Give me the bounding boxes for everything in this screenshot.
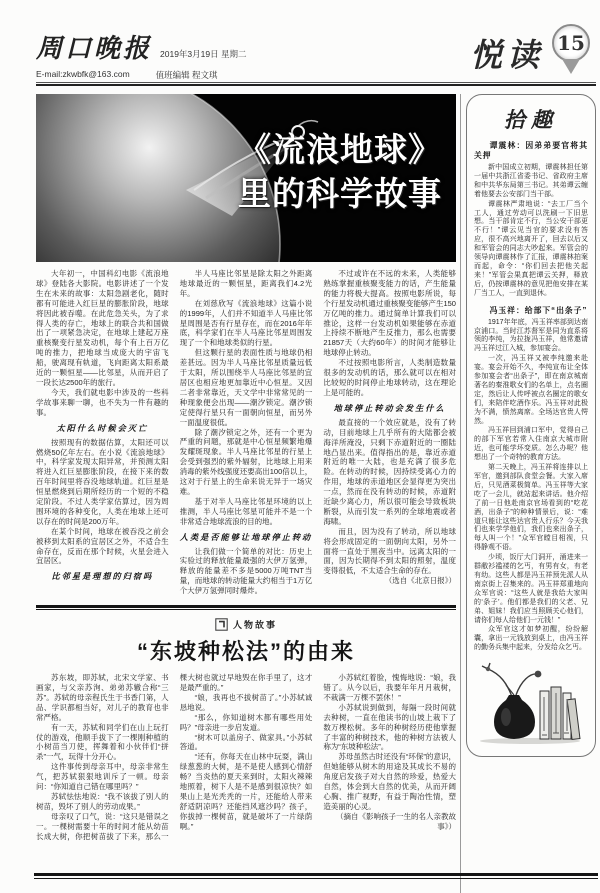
feature-paragraph: 苏母虽然古时还没有“环保”的意识，但她能够从树木的用途及其成长不易的角度启发孩子对大自然的珍爱，热爱大自然，体会到大自然的优美，从而开阔心胸、推广视野，有益于陶冶性情，塑造美丽的心灵。 [323,752,456,811]
feature-paragraph: 这件事传到母亲耳中，母亲非常生气，把苏轼狠狠地训斥了一顿。母亲问：“你知道自己错在哪里吗？” [36,762,169,792]
article-paragraph: 今天，我们就电影中涉及的一些科学故事来聊一聊，也不失为一件有趣的事。 [36,387,169,417]
sidebar-paragraph: 1917年年底，冯玉祥率部到达南京浦口。当时江苏督军是同为直系将领的李纯，为拉拢冯玉祥，他常邀请冯玉祥过江入城，参加宴会。 [474,318,588,353]
sidebar-story-headline: 冯玉祥：给部下“出条子” [489,305,588,315]
sidebar-paragraph: 一次，冯玉祥又被李纯邀来赴宴。宴会开始不久，李纯宣布让全体参加宴会者“出条子”，即在南京城南著名的秦淮歌女们的名单上，点名圈定，然后让人传呼被点名圈定的歌女们，来陪伴吃酒作乐。冯玉祥对此极为不满，愤然离席。全场达官贵人愕然。 [474,355,588,425]
sidebar-paragraph: 少顷，饭厅大门洞开，涌进来一群敝衫褴褛的乞丐，有男有女，有老有幼。这些人都是冯玉祥预先派人从南京街上召集来的。冯玉祥郑重地向众军官说：“这些人就是我给大家叫的‘条子’。他们都是我们的父老、兄弟、姐妹！我们应当照顾关心他们，请你们每人给他们一元钱！” [474,554,588,624]
main-column [36,94,456,842]
feature-paragraph: 有一天，苏轼和同学们在山上玩打仗的游戏，他顺手拔下了一棵刚种植的小树苗当刀使，挥舞着和小伙伴们“拼杀”一气，玩得十分开心。 [36,722,169,762]
issue-date: 2019年3月19日 星期二 [160,49,247,59]
sidebar-title: 拾趣 [504,107,558,132]
article-paragraph: 但这颗行星的表面性质与地球仍相差甚远。因为半人马座比邻星质量远低于太阳，所以围绕半人马座比邻星的宜居区也相应地更加靠近中心恒星。又因二者非常靠近，天文学中非常常见的一种现象便会出现——潮汐锁定。潮汐锁定使得行星只有一面朝向恒星，而另外一面温度很低。 [179,348,313,427]
feature-headline: “东坡种松法”的由来 [136,639,355,665]
article-body [36,269,456,596]
main-headline-line1: 《流浪地球》 [238,131,442,168]
sidebar-paragraph: 冯玉祥回到浦口军中，觉得自己的部下军官若常入住南京大城市附近，也可能学坏变质。怎么办呢？他想出了一个奇特的教育方法。 [474,427,588,462]
article-paragraph: 不过按照电影所言，人类制造数量很多的发动机的话，那么就可以在相对比较短的时间停止地球转动，这在理论上是可能的。 [323,358,456,397]
article-paragraph: 半人马座比邻星是除太阳之外距离地球最近的一颗恒星，距离我们4.2光年。 [179,269,313,298]
article-paragraph: 大年初一，中国科幻电影《流浪地球》登陆各大影院。电影讲述了一个发生在未来的故事：太阳急剧老化，随时都有可能进入红巨星的膨胀阶段，地球将因此被吞噬。在此危急关头，为了求得人类的存亡，地球上的联合共和国做出了一项紧急决定，在地球上建起万座重核聚变行星发动机，每个有上百万亿吨的推力，把地球当成庞大的宇宙飞船，驶离现有轨道，飞向距离太阳系最近的一颗恒星——比邻星，从而开启了一段长达2500年的旅行。 [36,269,169,387]
feature-paragraph: 小苏轼说到做到，每隔一段时间就去种树，一直在他读书的山坡上栽下了数万棵松树。多年的种树经历使他掌握了丰富的种树技术，他的种树方法被人称为“东坡种松法”。 [323,702,456,752]
vase-icon [494,695,535,739]
article-paragraph: 按照现有的数据估算，太阳还可以燃烧50亿年左右。在小说《流浪地球》中，科学家发现太阳异常，并预测太阳将进入红巨星膨胀阶段，在接下来的数百年时间里将吞没地球轨道。红巨星是恒星燃烧到后期所经历的一个短的不稳定阶段。不过人类学家估算过，因为周围环境的各种变化，人类在地球上还可以存在的时间是200万年。 [36,437,169,526]
section-rule [36,605,456,610]
feature-paragraph: 苏东坡，即苏轼，北宋文学家、书画家，与父亲苏洵、弟弟苏辙合称“三苏”。苏轼的母亲程氏生于书香门第，人品、学识都相当好，对儿子的教育也非常严格。 [36,673,169,722]
masthead-block [36,24,246,81]
article-subhead: 太阳什么时候会灭亡 [56,423,149,433]
article-paragraph: 基于对半人马座比邻星环境的以上推测，半人马座比邻星可能并不是一个非常适合地球流浪的目的地。 [179,496,313,526]
article-paragraph: 让我们做一个简单的对比：历史上实验过的释放能量最强的大伊万氢弹，释放的能量差不多是5000万吨TNT当量，而地球的转动能量大约相当于1万亿个大伊万氢弹同时爆炸。 [179,546,313,596]
duty-editor: 值班编辑 程文琪 [155,70,218,80]
article-subhead: 地球停止转动会发生什么 [333,403,446,413]
hero-image [36,94,456,262]
sidebar-box [466,94,596,757]
page-number: 15 [552,24,590,62]
sidebar-story-headline: 谭震林：因弟弟要官将其关押 [474,141,588,160]
main-headline-line2: 里的科学故事 [238,175,442,212]
sidebar-paragraph: 谭震林严肃地说：“去工厂当个工人，通过劳动可以洗刷一下旧思想。当干部肯定不行，当公安干部更不行！”谭云见当官的要求没有答应，很不高兴地离开了，回去以后又和军管会的同志大吵起来。军管会的领导向谭震林作了汇报，谭震林拍案而起，命令：“你们回去把他关起来！”军管会果真把谭云关押，释放后，仍按谭震林的意见把他安排在某厂当工人，一直到退休。 [474,200,588,297]
page-number-badge [552,24,590,74]
masthead-logo: 周口晚报 [36,34,153,64]
main-headline [238,128,442,216]
email-address: E-mail:zkwbfk@163.com [36,69,130,79]
article-paragraph: 不过或许在不远的未来，人类能够熟练掌握重核聚变能力的话，产生能量的能力将极大提高。按照电影所说，每个行星发动机通过重核聚变能够产生150万亿吨的推力。通过简单计算我们可以推论，这样一台发动机如果能够在赤道上持续不断地产生反推力，那么也需要21857天（大约60年）的时间才能够让地球停止转动。 [323,269,456,358]
article-attribution: （选自《北京日报》） [384,576,456,586]
feature-paragraph: “树木可以盖房子、做家具。”小苏轼答道。 [179,732,313,752]
sidebar-paragraph: 第二天晚上，冯玉祥将连排以上军官，邀到部队食堂会餐。大家入席后，只见酒菜极简单。冯玉祥等大家吃了一会儿，就站起来讲话。他介绍了前一日他赴南京官场看到的“吃花酒，出条子”的种种情景后，说：“难道只能让这些达官贵人行乐？今天我们也来学学他们，我们也来出条子，每人叫一个！”众军官瞠目相视，只得静观不语。 [474,464,588,552]
feature-paragraph: 小苏轼红着脸，愧悔地说：“娘，我错了。从今以后，我要年年月月栽树，不栽满一万棵不罢休！” [323,673,456,702]
flower-stems-icon [482,663,541,697]
article-subhead: 人类是否能够让地球停止转动 [179,532,313,542]
article-paragraph: 最直接的一个效应就是，没有了转动，目前地球上几乎所有的大陆都会被海洋所淹没，只剩下赤道附近的一圈陆地凸显出来。值得指出的是，靠近赤道附近的唯一大陆，也是充满了很多危险。在转动的时候，因持续受离心力的作用，地球的赤道地区会显得更为突出一点，然而在没有转动的时候，赤道附近缺少离心力，所以很可能会导致板块断裂，从而引发一系列的全球地震或者海啸。 [323,417,456,526]
article-subhead: 比邻星是理想的归宿吗 [51,572,154,582]
page-header [36,24,596,80]
frame-icon [215,618,228,631]
feature-body [36,673,456,841]
books-icon [540,687,580,739]
article-paragraph: 除了潮汐锁定之外，还有一个更为严重的问题，那就是中心恒星频繁地爆发耀斑现象。半人马座比邻星的行星上会受到强烈的紫外辐射，比地球上用来消毒的紫外线强度还要高出100倍以上，这对于行星上的生命来说无异于一场灾难。 [179,427,313,496]
feature-paragraph: “那么，你知道树木都有哪些用处吗？”母亲进一步启发道。 [179,712,313,732]
feature-paragraph: 苏轼怯怯地说：“我不该拔了别人的树苗，毁坏了别人的劳动成果。” [36,791,169,811]
feature-attribution: （摘自《影响孩子一生的名人亲教故事》） [335,811,456,831]
sidebar-paragraph: 新中国成立初期，谭震林担任第一届中共浙江省委书记、省政府主席和中共华东局第三书记。其弟谭云缠着他要去公安部门当干部。 [474,164,588,198]
header-rule [36,82,596,86]
column-divider [460,94,461,893]
section-tag [36,618,456,631]
feature-paragraph: “还有，你每天在山林中玩耍，满山绿葱葱的大树，是不是使人感到心情舒畅？当炎热的夏天来到时，太阳火辣辣地照着，树下人是不是感到很凉快？如果山上是光秃秃的一片，还能给人带来舒适阴凉吗？还能挡风遮沙吗？孩子，你拔掉一棵树苗，就是破坏了一片绿荫啊。” [179,752,313,831]
article-paragraph: 而且，因为没有了转动，所以地球将会形成固定的一面朝向太阳，另外一面将一直处于黑夜当中。远离太阳的一面，因为长期得不到太阳的照射，温度变得很低，不太适合生命的存在。 [323,526,456,576]
feature-paragraph: “娘，我再也不拔树苗了。”小苏轼诚恳地说。 [179,692,313,712]
article-paragraph: 在某个时间，地球在被吞没之前会被移到太阳系的宜居区之外，不适合生命存在，反而在那个时候，火星会进入宜居区。 [36,526,169,566]
vase-books-illustration [474,659,588,750]
pin-pointer-icon [562,59,580,74]
article-paragraph: 在刘慈欣写《流浪地球》这篇小说的1999年，人们并不知道半人马座比邻星周围是否有行星存在，而在2016年年底，科学家们在半人马座比邻星周围发现了一个和地球类似的行星。 [179,298,313,348]
bottom-rule [34,873,598,879]
feature-paragraph: 母亲叹了口气，说：“这只是错误之一。一棵树需要十年的时间才能从幼苗长成大树，你把树苗拔了下来，那么一棵大树也就过早地毁在你手里了，这才是最严重的。” [36,673,313,841]
section-tag-label: 人物故事 [232,620,277,631]
section-title: 悦读 [469,36,544,74]
content-area [36,94,596,842]
sidebar-paragraph: 众军官这才如梦初醒，纷纷解囊，拿出一元钱放到桌上，由冯玉祥的勤务兵集中起来，分发给众乞丐。 [474,626,588,652]
